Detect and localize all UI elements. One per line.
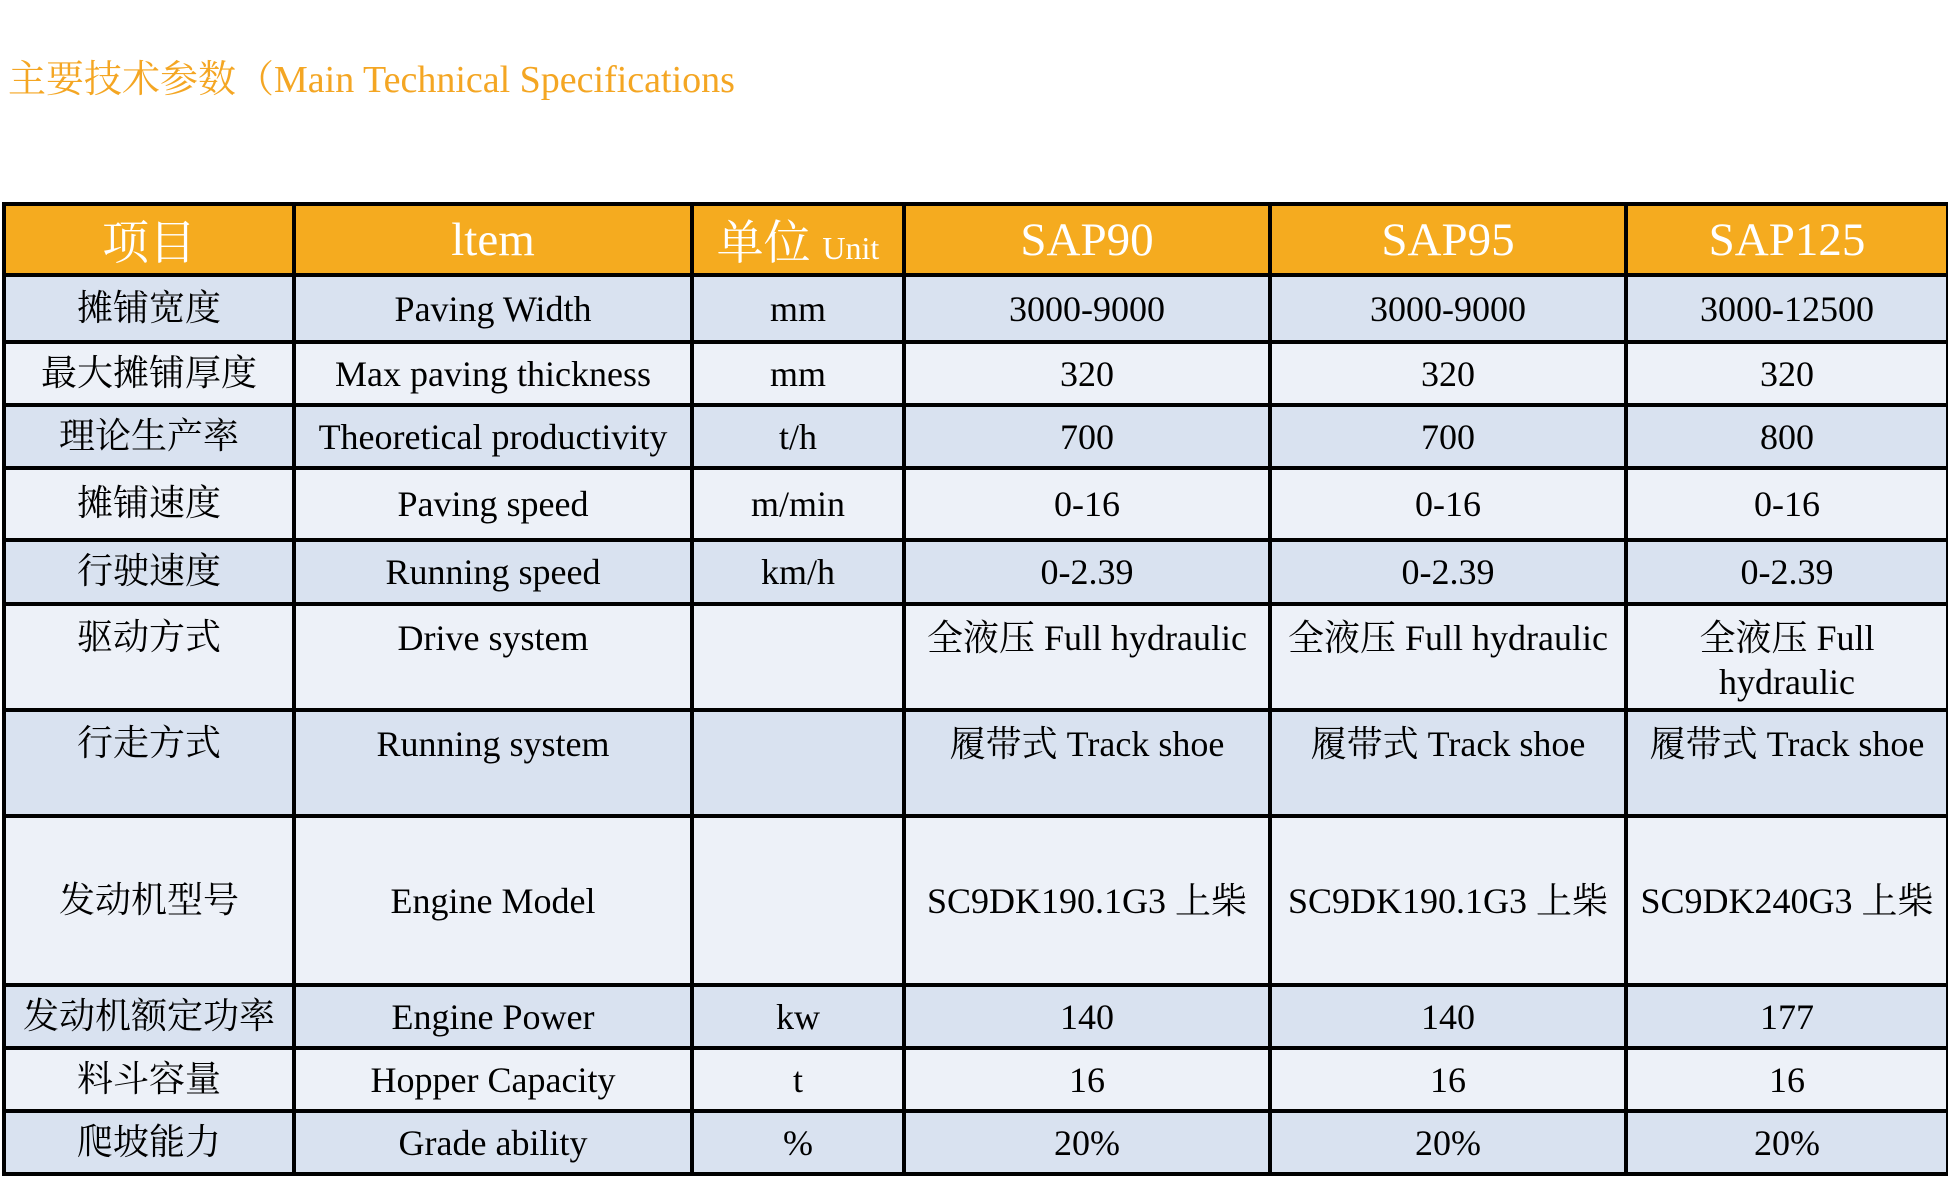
header-item-en: ltem xyxy=(294,204,692,275)
row-unit: m/min xyxy=(692,468,904,540)
header-item-cn: 项目 xyxy=(4,204,294,275)
row-label-en: Paving speed xyxy=(294,468,692,540)
header-unit xyxy=(692,204,904,275)
row-label-en: Hopper Capacity xyxy=(294,1048,692,1111)
row-label-en: Running speed xyxy=(294,540,692,604)
value-sap90: 140 xyxy=(904,985,1270,1048)
row-unit: t/h xyxy=(692,405,904,468)
table-row xyxy=(4,342,1948,405)
value-sap90: 0-2.39 xyxy=(904,540,1270,604)
value-sap125: 20% xyxy=(1626,1111,1948,1174)
table-row xyxy=(4,468,1948,540)
value-sap90: 3000-9000 xyxy=(904,275,1270,342)
value-sap95: 320 xyxy=(1270,342,1626,405)
row-label-en: Running system xyxy=(294,710,692,816)
value-sap90: 16 xyxy=(904,1048,1270,1111)
row-label-cn: 发动机额定功率 xyxy=(4,985,294,1048)
row-unit: mm xyxy=(692,342,904,405)
value-sap90: SC9DK190.1G3 上柴 xyxy=(904,816,1270,985)
row-label-en: Drive system xyxy=(294,604,692,710)
row-label-en: Engine Model xyxy=(294,816,692,985)
value-sap125: SC9DK240G3 上柴 xyxy=(1626,816,1948,985)
value-sap125: 3000-12500 xyxy=(1626,275,1948,342)
value-sap125: 履带式 Track shoe xyxy=(1626,710,1948,816)
table-row xyxy=(4,275,1948,342)
value-sap95: SC9DK190.1G3 上柴 xyxy=(1270,816,1626,985)
value-sap125: 177 xyxy=(1626,985,1948,1048)
specifications-table xyxy=(2,202,1948,1176)
row-label-cn: 最大摊铺厚度 xyxy=(4,342,294,405)
table-row xyxy=(4,405,1948,468)
value-sap125: 800 xyxy=(1626,405,1948,468)
row-unit: % xyxy=(692,1111,904,1174)
row-unit: mm xyxy=(692,275,904,342)
header-unit-cn: 单位 xyxy=(716,216,811,271)
table-row xyxy=(4,604,1948,710)
row-label-cn: 摊铺速度 xyxy=(4,468,294,540)
table-row xyxy=(4,1048,1948,1111)
value-sap95: 700 xyxy=(1270,405,1626,468)
row-label-cn: 摊铺宽度 xyxy=(4,275,294,342)
value-sap125: 0-16 xyxy=(1626,468,1948,540)
value-sap90: 履带式 Track shoe xyxy=(904,710,1270,816)
value-sap95: 16 xyxy=(1270,1048,1626,1111)
value-sap90: 全液压 Full hydraulic xyxy=(904,604,1270,710)
row-label-cn: 行驶速度 xyxy=(4,540,294,604)
header-row xyxy=(4,204,1948,275)
value-sap95: 0-2.39 xyxy=(1270,540,1626,604)
value-sap95: 3000-9000 xyxy=(1270,275,1626,342)
row-label-en: Engine Power xyxy=(294,985,692,1048)
value-sap90: 0-16 xyxy=(904,468,1270,540)
row-unit xyxy=(692,816,904,985)
value-sap125: 0-2.39 xyxy=(1626,540,1948,604)
value-sap95: 履带式 Track shoe xyxy=(1270,710,1626,816)
value-sap90: 320 xyxy=(904,342,1270,405)
table-row xyxy=(4,540,1948,604)
row-unit xyxy=(692,710,904,816)
value-sap95: 全液压 Full hydraulic xyxy=(1270,604,1626,710)
value-sap125: 全液压 Full hydraulic xyxy=(1626,604,1948,710)
value-sap90: 700 xyxy=(904,405,1270,468)
row-label-cn: 驱动方式 xyxy=(4,604,294,710)
header-model-sap125: SAP125 xyxy=(1626,204,1948,275)
header-model-sap95: SAP95 xyxy=(1270,204,1626,275)
row-label-cn: 发动机型号 xyxy=(4,816,294,985)
value-sap90: 20% xyxy=(904,1111,1270,1174)
row-label-en: Max paving thickness xyxy=(294,342,692,405)
row-unit: t xyxy=(692,1048,904,1111)
table-row xyxy=(4,710,1948,816)
row-unit: kw xyxy=(692,985,904,1048)
table-row xyxy=(4,1111,1948,1174)
table-row xyxy=(4,816,1948,985)
row-label-cn: 行走方式 xyxy=(4,710,294,816)
header-unit-en: Unit xyxy=(822,230,880,266)
row-label-en: Theoretical productivity xyxy=(294,405,692,468)
header-model-sap90: SAP90 xyxy=(904,204,1270,275)
table-row xyxy=(4,985,1948,1048)
row-unit xyxy=(692,604,904,710)
value-sap95: 140 xyxy=(1270,985,1626,1048)
value-sap95: 0-16 xyxy=(1270,468,1626,540)
value-sap95: 20% xyxy=(1270,1111,1626,1174)
row-label-cn: 爬坡能力 xyxy=(4,1111,294,1174)
row-label-cn: 理论生产率 xyxy=(4,405,294,468)
row-label-cn: 料斗容量 xyxy=(4,1048,294,1111)
row-label-en: Paving Width xyxy=(294,275,692,342)
row-label-en: Grade ability xyxy=(294,1111,692,1174)
page-title: 主要技术参数（Main Technical Specifications xyxy=(8,59,735,101)
value-sap125: 320 xyxy=(1626,342,1948,405)
row-unit: km/h xyxy=(692,540,904,604)
value-sap125: 16 xyxy=(1626,1048,1948,1111)
